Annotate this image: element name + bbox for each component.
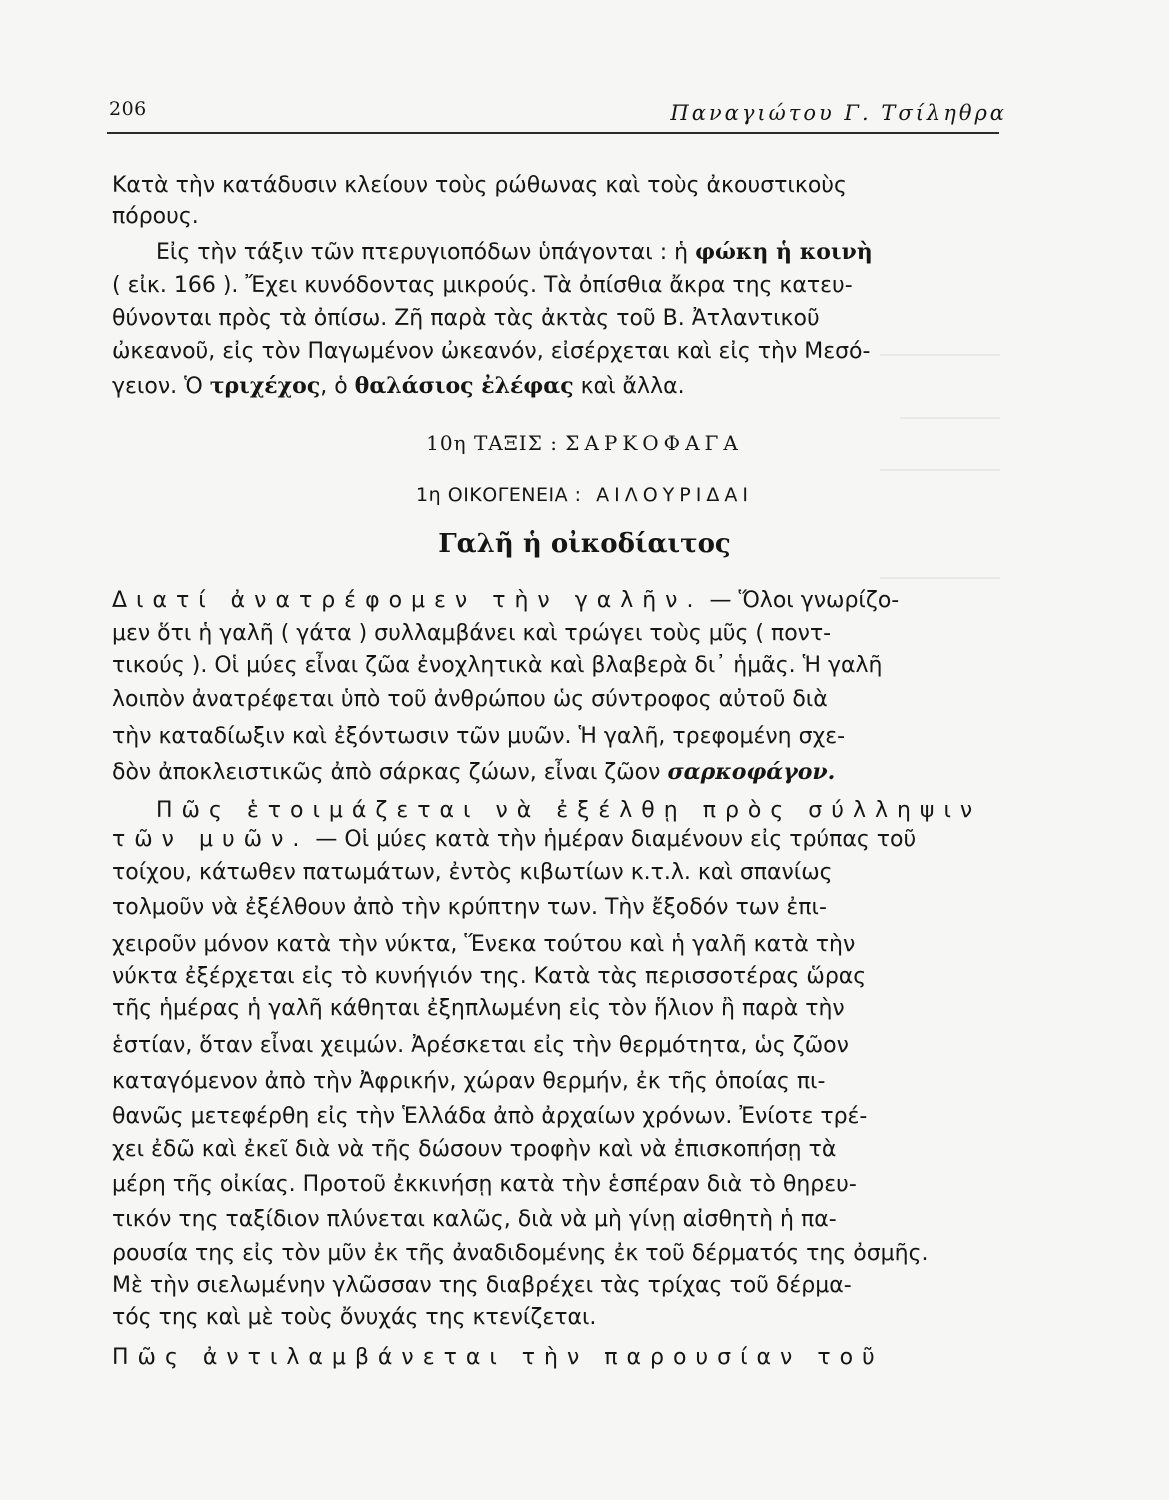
family-name: ΑΙΛΟΥΡΙΔΑΙ [596, 484, 753, 506]
intro-line-3: Εἰς τὴν τάξιν τῶν πτερυγιοπόδων ὑπάγονται : ἡ φώκη ἡ κοινὴ [156, 239, 873, 265]
section1-line-6: δὸν ἀποκλειστικῶς ἀπὸ σάρκας ζώων, εἶναι ζῶον σαρκοφάγον. [112, 759, 836, 785]
family-heading [0, 484, 1169, 506]
term-fokh: φώκη ἡ κοινὴ [695, 239, 873, 265]
order-label: ΤΑΞΙΣ : [473, 431, 558, 455]
section2-line-16: τός της καὶ μὲ τοὺς ὄνυχάς της κτενίζεται. [112, 1305, 597, 1330]
section2-line-8: ἑστίαν, ὅταν εἶναι χειμών. Ἀρέσκεται εἰς τὴν θερμότητα, ὡς ζῶον [112, 1033, 849, 1058]
term-trichechos: τριχέχος [209, 373, 321, 399]
intro-line-1: Κατὰ τὴν κατάδυσιν κλείουν τοὺς ρώθωνας καὶ τοὺς ἀκουστικοὺς [112, 173, 847, 198]
section2-line-14: ρουσία της εἰς τὸν μῦν ἐκ τῆς ἀναδιδομένης ἐκ τοῦ δέρματός της ὀσμῆς. [112, 1241, 929, 1266]
section1-line-4: λοιπὸν ἀνατρέφεται ὑπὸ τοῦ ἀνθρώπου ὡς σύντροφος αὐτοῦ διὰ [112, 687, 828, 712]
section1-heading: Διατί ἀνατρέφομεν τὴν γαλῆν. [112, 588, 703, 613]
section2-line-3: τοίχου, κάτωθεν πατωμάτων, ἐντὸς κιβωτίων κ.τ.λ. καὶ σπανίως [112, 860, 833, 885]
intro-line-5: θύνονται πρὸς τὰ ὀπίσω. Ζῆ παρὰ τὰς ἀκτὰς τοῦ Β. Ἀτλαντικοῦ [112, 306, 820, 331]
section2-line-15: Μὲ τὴν σιελωμένην γλῶσσαν της διαβρέχει τὰς τρίχας τοῦ δέρμα- [112, 1273, 852, 1298]
section2-line-4: τολμοῦν νὰ ἐξέλθουν ἀπὸ τὴν κρύπτην των. Τὴν ἔξοδόν των ἐπι- [112, 895, 827, 920]
section1-line-1: Διατί ἀνατρέφομεν τὴν γαλῆν. — Ὅλοι γνωρίζο- [112, 588, 900, 613]
section2-line-5: χειροῦν μόνον κατὰ τὴν νύκτα, Ἕνεκα τούτου καὶ ἡ γαλῆ κατὰ τὴν [112, 932, 856, 957]
intro-line-4: ( εἰκ. 166 ). Ἔχει κυνόδοντας μικρούς. Τὰ ὀπίσθια ἄκρα της κατευ- [112, 273, 853, 298]
section1-line-5: τὴν καταδίωξιν καὶ ἐξόντωσιν τῶν μυῶν. Ἡ γαλῆ, τρεφομένη σχε- [112, 724, 846, 749]
header-divider [107, 132, 999, 134]
species-title: Γαλῆ ἡ οἰκοδίαιτος [438, 529, 731, 559]
term-sarkofagon: σαρκοφάγον. [667, 759, 836, 785]
section2-line-10: θανῶς μετεφέρθη εἰς τὴν Ἑλλάδα ἀπὸ ἀρχαίων χρόνων. Ἐνίοτε τρέ- [112, 1104, 868, 1129]
section2-line-13: τικόν της ταξίδιον πλύνεται καλῶς, διὰ νὰ μὴ γίνῃ αἰσθητὴ ἡ πα- [112, 1207, 837, 1232]
intro-line-7: γειον. Ὁ τριχέχος, ὁ θαλάσιος ἐλέφας καὶ ἄλλα. [112, 373, 685, 399]
section2-line-9: καταγόμενον ἀπὸ τὴν Ἀφρικήν, χώραν θερμήν, ἐκ τῆς ὁποίας πι- [112, 1069, 826, 1094]
section2-line-6: νύκτα ἐξέρχεται εἰς τὸ κυνήγιόν της. Κατὰ τὰς περισσοτέρας ὥρας [112, 964, 867, 989]
term-elephas: θαλάσιος ἐλέφας [354, 373, 574, 399]
section2-heading: Πῶς ἑτοιμάζεται νὰ ἐξέλθῃ πρὸς σύλληψιν [156, 798, 982, 823]
order-number: 10η [426, 431, 467, 455]
section2-line-1 [112, 795, 1042, 826]
order-name: ΣΑΡΚΟΦΑΓΑ [565, 431, 743, 455]
section1-line-2: μεν ὅτι ἡ γαλῆ ( γάτα ) συλλαμβάνει καὶ τρώγει τοὺς μῦς ( ποντ- [112, 621, 832, 646]
section3-heading: Πῶς ἀντιλαμβάνεται τὴν παρουσίαν τοῦ [112, 1345, 884, 1370]
section2-line-11: χει ἐδῶ καὶ ἐκεῖ διὰ νὰ τῆς δώσουν τροφὴν καὶ νὰ ἐπισκοπήσῃ τὰ [112, 1137, 837, 1162]
intro-line-6: ὠκεανοῦ, εἰς τὸν Παγωμένον ὠκεανόν, εἰσέρχεται καὶ εἰς τὴν Μεσό- [112, 339, 871, 364]
family-label: ΟΙΚΟΓΕΝΕΙΑ : [447, 484, 582, 506]
intro-line-2: πόρους. [112, 204, 199, 229]
order-heading [0, 431, 1169, 455]
running-head: Παναγιώτου Γ. Τσίληθρα [670, 101, 1007, 125]
section2-line-7: τῆς ἡμέρας ἡ γαλῆ κάθηται ἐξηπλωμένη εἰς τὸν ἥλιον ἢ παρὰ τὴν [112, 996, 845, 1021]
section2-line-12: μέρη τῆς οἰκίας. Προτοῦ ἐκκινήσῃ κατὰ τὴν ἑσπέραν διὰ τὸ θηρευ- [112, 1172, 857, 1197]
section3-line-1 [112, 1342, 998, 1373]
section1-line-3: τικούς ). Οἱ μύες εἶναι ζῶα ἐνοχλητικὰ καὶ βλαβερὰ δι᾿ ἡμᾶς. Ἡ γαλῆ [112, 653, 883, 678]
page-number: 206 [109, 98, 147, 120]
family-number: 1η [416, 484, 442, 506]
section2-line-2: τῶν μυῶν. — Οἱ μύες κατὰ τὴν ἡμέραν διαμένουν εἰς τρύπας τοῦ [112, 827, 917, 852]
